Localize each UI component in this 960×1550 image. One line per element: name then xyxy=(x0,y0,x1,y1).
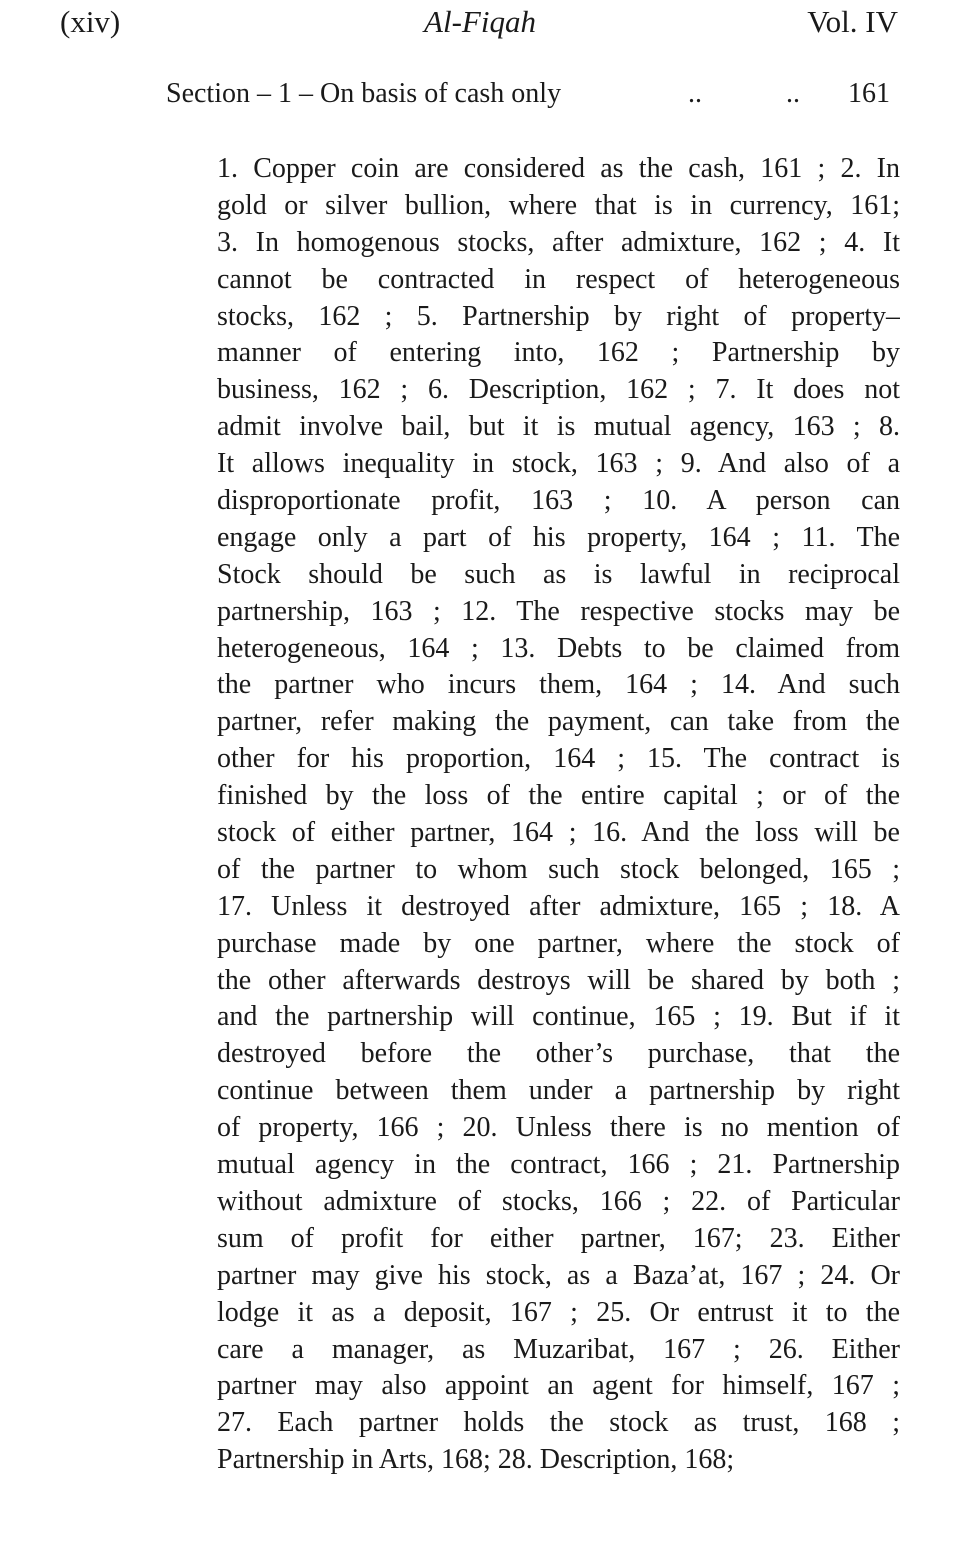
contents-line: disproportionate profit, 163 ; 10. A person can xyxy=(217,485,900,517)
contents-line: stocks, 162 ; 5. Partnership by right of property– xyxy=(217,300,900,332)
contents-line: partner may give his stock, as a Baza’at, 167 ; 24. Or xyxy=(217,1259,900,1291)
contents-line: other for his proportion, 164 ; 15. The contract is xyxy=(217,743,900,775)
contents-line: 27. Each partner holds the stock as trust, 168 ; xyxy=(217,1407,900,1439)
contents-line: finished by the loss of the entire capital ; or of the xyxy=(217,780,900,812)
page-header xyxy=(0,4,960,44)
contents-line: partner, refer making the payment, can take from the xyxy=(217,706,900,738)
section-title: Section – 1 – On basis of cash only xyxy=(166,78,562,109)
contents-line: continue between them under a partnership by right xyxy=(217,1075,900,1107)
contents-line: of property, 166 ; 20. Unless there is no mention of xyxy=(217,1112,900,1144)
section-heading-line xyxy=(166,78,890,114)
header-volume: Vol. IV xyxy=(807,4,898,39)
header-page-number: (xiv) xyxy=(60,4,121,39)
contents-line: the partner who incurs them, 164 ; 14. And such xyxy=(217,669,900,701)
contents-line: lodge it as a deposit, 167 ; 25. Or entrust it to the xyxy=(217,1296,900,1328)
contents-line: heterogeneous, 164 ; 13. Debts to be claimed from xyxy=(217,632,900,664)
contents-line: gold or silver bullion, where that is in currency, 161; xyxy=(217,189,900,221)
contents-line: 1. Copper coin are considered as the cash, 161 ; 2. In xyxy=(217,153,900,184)
contents-line: 3. In homogenous stocks, after admixture, 162 ; 4. It xyxy=(217,226,900,258)
contents-paragraph xyxy=(217,151,900,1479)
contents-line: cannot be contracted in respect of heterogeneous xyxy=(217,263,900,295)
contents-line: manner of entering into, 162 ; Partnership by xyxy=(217,337,900,369)
section-leader-dots: .. xyxy=(688,78,702,109)
contents-line: 17. Unless it destroyed after admixture, 165 ; 18. A xyxy=(217,890,900,922)
contents-line: partner may also appoint an agent for himself, 167 ; xyxy=(217,1370,900,1402)
contents-line: and the partnership will continue, 165 ; 19. But if it xyxy=(217,1001,900,1033)
contents-line: the other afterwards destroys will be shared by both ; xyxy=(217,964,900,996)
header-book-title: Al-Fiqah xyxy=(424,4,536,39)
contents-line: admit involve bail, but it is mutual agency, 163 ; 8. xyxy=(217,411,900,443)
contents-line: stock of either partner, 164 ; 16. And the loss will be xyxy=(217,817,900,849)
section-leader-dots: .. xyxy=(786,78,800,109)
contents-line: engage only a part of his property, 164 ; 11. The xyxy=(217,521,900,553)
contents-line: Partnership in Arts, 168; 28. Description, 168; xyxy=(217,1444,735,1476)
contents-line: without admixture of stocks, 166 ; 22. of Particular xyxy=(217,1185,900,1217)
contents-line: It allows inequality in stock, 163 ; 9. And also of a xyxy=(217,448,900,480)
contents-line: business, 162 ; 6. Description, 162 ; 7. It does not xyxy=(217,374,900,406)
section-page-number: 161 xyxy=(848,78,890,109)
contents-line: care a manager, as Muzaribat, 167 ; 26. Either xyxy=(217,1333,900,1365)
contents-line: destroyed before the other’s purchase, that the xyxy=(217,1038,900,1070)
contents-line: purchase made by one partner, where the stock of xyxy=(217,927,900,959)
contents-line: mutual agency in the contract, 166 ; 21. Partnership xyxy=(217,1149,900,1181)
contents-line: of the partner to whom such stock belonged, 165 ; xyxy=(217,853,900,885)
contents-line: sum of profit for either partner, 167; 23. Either xyxy=(217,1222,900,1254)
contents-line: Stock should be such as is lawful in reciprocal xyxy=(217,558,900,590)
contents-line: partnership, 163 ; 12. The respective stocks may be xyxy=(217,595,900,627)
